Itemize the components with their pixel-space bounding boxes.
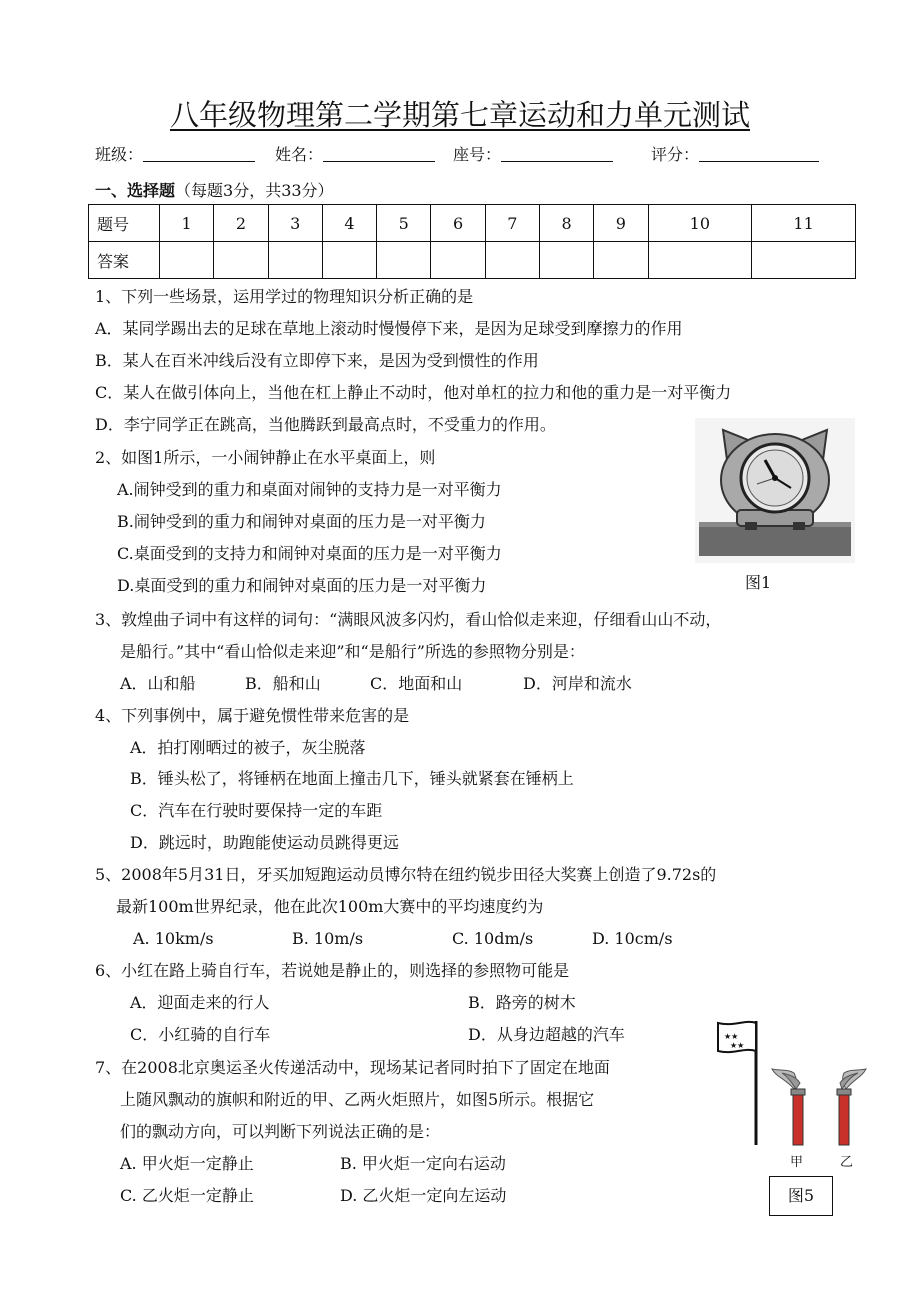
score-field xyxy=(651,142,819,165)
q1-option-c: C．某人在做引体向上，当他在杠上静止不动时，他对单杠的拉力和他的重力是一对平衡力 xyxy=(95,383,732,402)
seat-field xyxy=(453,142,613,165)
torch-yi-icon xyxy=(837,1069,866,1145)
q3-option-b: B．船和山 xyxy=(245,674,321,693)
answer-cell[interactable] xyxy=(214,242,268,279)
page-title: 八年级物理第二学期第七章运动和力单元测试 xyxy=(169,98,750,132)
answer-cell[interactable] xyxy=(752,242,856,279)
q6-option-b: B．路旁的树木 xyxy=(468,993,576,1012)
alarm-clock-figure xyxy=(695,418,855,563)
q1-option-b: B．某人在百米冲线后没有立即停下来，是因为受到惯性的作用 xyxy=(95,351,539,370)
answer-cell[interactable] xyxy=(594,242,648,279)
q3-stem-line1: 3、敦煌曲子词中有这样的词句：“满眼风波多闪灼，看山恰似走来迎，仔细看山山不动， xyxy=(95,610,722,629)
q7-stem-line1: 7、在2008北京奥运圣火传递活动中，现场某记者同时拍下了固定在地面 xyxy=(95,1058,610,1077)
q5-option-a: A. 10km/s xyxy=(133,929,214,948)
question-number-cell: 11 xyxy=(752,205,856,242)
q2-option-b: B.闹钟受到的重力和闹钟对桌面的压力是一对平衡力 xyxy=(117,512,486,531)
q3-option-a: A．山和船 xyxy=(120,674,196,693)
question-number-cell: 7 xyxy=(485,205,539,242)
q5-option-b: B. 10m/s xyxy=(292,929,364,948)
q2-option-c: C.桌面受到的支持力和闹钟对桌面的压力是一对平衡力 xyxy=(117,544,502,563)
torch-yi-label: 乙 xyxy=(840,1155,854,1170)
q5-option-c: C. 10dm/s xyxy=(452,929,534,948)
q7-option-b: B. 甲火炬一定向右运动 xyxy=(340,1154,506,1173)
question-number-cell: 5 xyxy=(377,205,431,242)
class-field xyxy=(95,142,255,165)
q4-option-a: A．拍打刚晒过的被子，灰尘脱落 xyxy=(130,738,366,757)
torch-jia-label: 甲 xyxy=(790,1155,804,1170)
q1-option-a: A．某同学踢出去的足球在草地上滚动时慢慢停下来，是因为足球受到摩擦力的作用 xyxy=(95,319,683,338)
q2-option-d: D.桌面受到的重力和闹钟对桌面的压力是一对平衡力 xyxy=(117,576,487,595)
q7-option-c: C. 乙火炬一定静止 xyxy=(120,1186,254,1205)
question-number-cell: 4 xyxy=(322,205,376,242)
q7-option-d: D. 乙火炬一定向左运动 xyxy=(340,1186,507,1205)
seat-blank[interactable] xyxy=(501,147,613,162)
q6-option-a: A．迎面走来的行人 xyxy=(130,993,270,1012)
q4-stem: 4、下列事例中，属于避免惯性带来危害的是 xyxy=(95,706,410,725)
q4-option-c: C．汽车在行驶时要保持一定的车距 xyxy=(130,801,383,820)
score-label: 评分： xyxy=(651,145,700,164)
q6-option-d: D．从身边超越的汽车 xyxy=(468,1025,625,1044)
answer-cell[interactable] xyxy=(648,242,752,279)
answer-cell[interactable] xyxy=(377,242,431,279)
q1-stem: 1、下列一些场景，运用学过的物理知识分析正确的是 xyxy=(95,287,474,306)
question-number-cell: 6 xyxy=(431,205,485,242)
question-number-row xyxy=(89,205,856,242)
q7-stem-line3: 们的飘动方向，可以判断下列说法正确的是： xyxy=(120,1122,441,1141)
answer-table xyxy=(88,204,856,279)
answer-cell[interactable] xyxy=(539,242,593,279)
flag-torch-figure xyxy=(712,1015,872,1150)
q7-option-a: A. 甲火炬一定静止 xyxy=(120,1154,254,1173)
seat-label: 座号： xyxy=(453,145,502,164)
q7-stem-line2: 上随风飘动的旗帜和附近的甲、乙两火炬照片，如图5所示。根据它 xyxy=(120,1090,595,1109)
torch-jia-icon xyxy=(772,1069,805,1145)
row-label-answer: 答案 xyxy=(89,242,160,279)
q1-option-d: D．李宁同学正在跳高，当他腾跃到最高点时，不受重力的作用。 xyxy=(95,415,556,434)
question-number-cell: 8 xyxy=(539,205,593,242)
section-title: 一、选择题 xyxy=(95,181,176,200)
svg-text:★★: ★★ xyxy=(724,1032,739,1041)
score-blank[interactable] xyxy=(699,147,819,162)
q6-stem: 6、小红在路上骑自行车，若说她是静止的，则选择的参照物可能是 xyxy=(95,961,570,980)
class-label: 班级： xyxy=(95,145,144,164)
question-number-cell: 10 xyxy=(648,205,752,242)
answer-row xyxy=(89,242,856,279)
q4-option-d: D．跳远时，助跑能使运动员跳得更远 xyxy=(130,833,399,852)
section-note: （每题3分，共33分） xyxy=(175,181,334,200)
class-blank[interactable] xyxy=(143,147,255,162)
q5-stem-line2: 最新100m世界纪录，他在此次100m大赛中的平均速度约为 xyxy=(116,897,544,916)
question-number-cell: 9 xyxy=(594,205,648,242)
name-field xyxy=(275,142,435,165)
q6-option-c: C．小红骑的自行车 xyxy=(130,1025,271,1044)
row-label-number: 题号 xyxy=(89,205,160,242)
q2-stem: 2、如图1所示，一小闹钟静止在水平桌面上，则 xyxy=(95,448,436,467)
q3-option-c: C．地面和山 xyxy=(370,674,463,693)
q3-option-d: D．河岸和流水 xyxy=(523,674,632,693)
answer-cell[interactable] xyxy=(322,242,376,279)
question-number-cell: 2 xyxy=(214,205,268,242)
svg-text:★★: ★★ xyxy=(730,1041,745,1050)
answer-cell[interactable] xyxy=(268,242,322,279)
question-number-cell: 1 xyxy=(160,205,214,242)
answer-cell[interactable] xyxy=(485,242,539,279)
q4-option-b: B．锤头松了，将锤柄在地面上撞击几下，锤头就紧套在锤柄上 xyxy=(130,769,574,788)
q5-stem-line1: 5、2008年5月31日，牙买加短跑运动员博尔特在纽约锐步田径大奖赛上创造了9.72s的 xyxy=(95,865,717,884)
q3-stem-line2: 是船行。”其中“看山恰似走来迎”和“是船行”所选的参照物分别是： xyxy=(120,642,585,661)
figure-1-caption: 图1 xyxy=(745,573,772,592)
q5-option-d: D. 10cm/s xyxy=(592,929,673,948)
question-number-cell: 3 xyxy=(268,205,322,242)
figure-5-caption: 图5 xyxy=(769,1176,833,1216)
q2-option-a: A.闹钟受到的重力和桌面对闹钟的支持力是一对平衡力 xyxy=(117,480,502,499)
answer-cell[interactable] xyxy=(431,242,485,279)
name-blank[interactable] xyxy=(323,147,435,162)
name-label: 姓名： xyxy=(275,145,324,164)
section-heading xyxy=(95,178,334,201)
answer-cell[interactable] xyxy=(160,242,214,279)
